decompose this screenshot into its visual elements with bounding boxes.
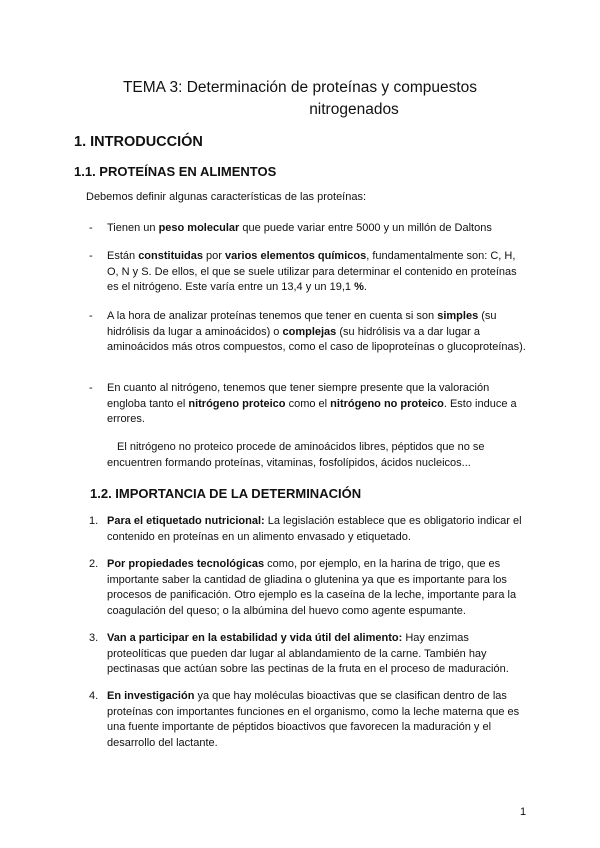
document-title xyxy=(0,77,600,121)
bullet-marker: - xyxy=(89,250,93,262)
subsection-heading-importancia: 1.2. IMPORTANCIA DE LA DETERMINACIÓN xyxy=(90,486,362,501)
list-item: Van a participar en la estabilidad y vida útil del alimento: Hay enzimas proteolíticas que pueden dar lugar al ablandamiento de la carne. También hay pectinasas que actúan sobre las pectinas de la fruta en el proceso de maduración. xyxy=(107,632,509,675)
bullet-marker: - xyxy=(89,382,93,394)
bullet-marker: - xyxy=(89,310,93,322)
section-heading-introduccion: 1. INTRODUCCIÓN xyxy=(74,134,203,150)
list-number: 2. xyxy=(89,558,99,570)
bullet-item: Tienen un peso molecular que puede variar entre 5000 y un millón de Daltons xyxy=(107,222,492,234)
title-line-2: nitrogenados xyxy=(309,101,399,118)
list-number: 4. xyxy=(89,690,99,702)
page-number: 1 xyxy=(520,806,527,818)
intro-paragraph: Debemos definir algunas características de las proteínas: xyxy=(86,191,367,203)
list-item: Para el etiquetado nutricional: La legislación establece que es obligatorio indicar el contenido en proteínas en un alimento envasado y etiquetado. xyxy=(107,515,522,543)
list-number: 1. xyxy=(89,515,99,527)
list-number: 3. xyxy=(89,632,99,644)
bullet-marker: - xyxy=(89,222,93,234)
list-item: En investigación ya que hay moléculas bioactivas que se clasifican dentro de las proteínas con importantes funciones en el organismo, como la leche materna que es una fuente importante de péptidos bioactivos que favorecen la maduración y el desarrollo del lactante. xyxy=(107,690,520,749)
title-line-1: TEMA 3: Determinación de proteínas y compuestos xyxy=(122,79,478,96)
subsection-heading-proteinas: 1.1. PROTEÍNAS EN ALIMENTOS xyxy=(74,164,277,179)
bullet-item: En cuanto al nitrógeno, tenemos que tener siempre presente que la valoración engloba tanto el nitrógeno proteico como el nitrógeno no proteico. Esto induce a errores. xyxy=(107,382,517,425)
bullet-item: A la hora de analizar proteínas tenemos que tener en cuenta si son simples (su hidrólisis da lugar a aminoácidos) o complejas (su hidrólisis va a dar lugar a aminoácidos más otros compuestos, como el caso de lipoproteínas o glucoproteínas). xyxy=(107,310,526,353)
list-item: Por propiedades tecnológicas como, por ejemplo, en la harina de trigo, que es importante saber la cantidad de gliadina o glutenina ya que es importante para los procesos de panificación. Otro ejemplo es la caseína de la leche, importante para la coagulación del queso; o la albúmina del huevo como agente espumante. xyxy=(107,558,517,617)
bullet-item: Están constituidas por varios elementos químicos, fundamentalmente son: C, H, O, N y S. De ellos, el que se suele utilizar para determinar el contenido en proteínas es el nitrógeno. Este varía entre un 13,4 y un 19,1 %. xyxy=(107,250,517,293)
note-paragraph: El nitrógeno no proteico procede de aminoácidos libres, péptidos que no se encuentren formando proteínas, vitaminas, fosfolípidos, ácidos nucleicos... xyxy=(107,441,485,469)
